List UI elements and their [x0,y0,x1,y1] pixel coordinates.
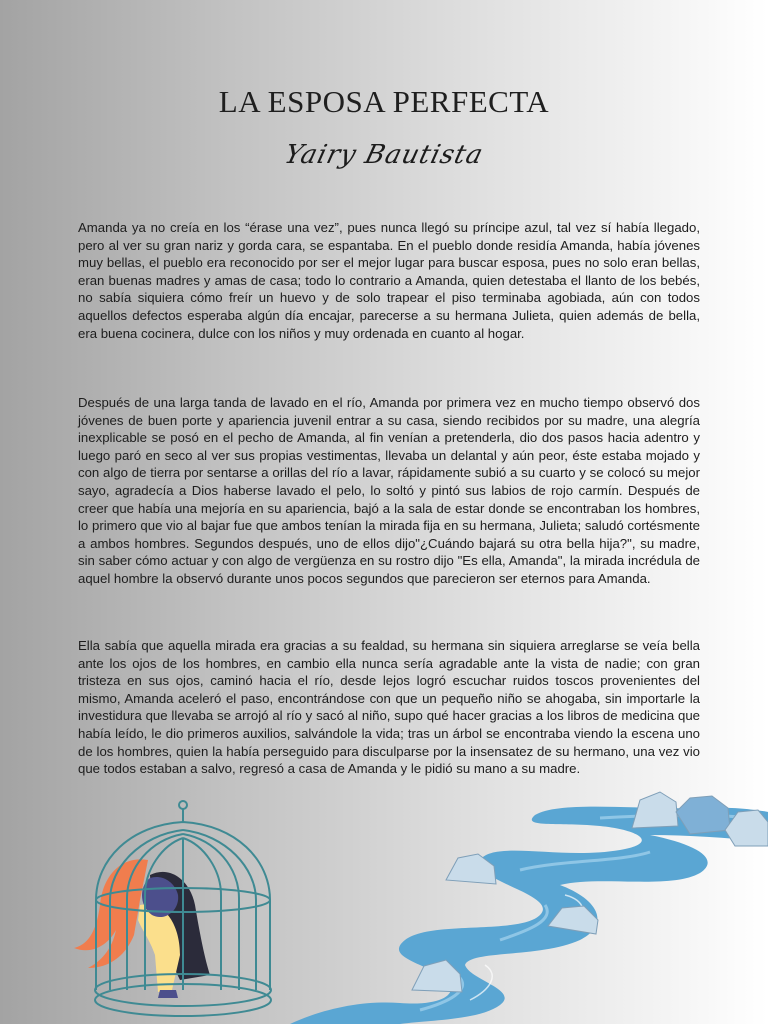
page-title: LA ESPOSA PERFECTA [218,84,550,119]
paragraph-1: Amanda ya no creía en los “érase una vez”, pues nunca llegó su príncipe azul, tal vez sí había llegado, pero al ver su gran nariz y gorda cara, se espantaba. En el pueblo donde residía Amanda, había jóvenes muy bellas, el pueblo era reconocido por ser el mejor lugar para buscar esposa, pues no solo eran bellas, eran buenas madres y amas de casa; todo lo contrario a Amanda, quien detestaba el llanto de los bebés, no sabía siquiera cómo freír un huevo y de solo trapear el piso terminaba agobiada, aún con todos aquellos defectos esperaba algún día encajar, parecerse a su hermana Julieta, quien además de bella, era buena cocinera, dulce con los niños y muy ordenada en cuanto al hogar. [78,220,700,341]
paragraph-3: Ella sabía que aquella mirada era gracias a su fealdad, su hermana sin siquiera arreglarse se veía bella ante los ojos de los hombres, en cambio ella nunca sería agradable ante la vista de nadie; con gran tristeza en sus ojos, caminó hacia el río, desde lejos logró escuchar ruidos toscos provenientes del mismo, Amanda aceleró el paso, encontrándose con que un pequeño niño se ahogaba, sin importarle la investidura que llevaba se arrojó al río y sacó al niño, supo qué hacer gracias a los libros de medicina que había leído, le dio primeros auxilios, salvándole la vida; tras un árbol se encontraba viendo la escena uno de los hombres, quien la había perseguido para disculparse por la insensatez de su hermano, una vez vio que todos estaban a salvo, regresó a casa de Amanda y le pidió su mano a su madre. [78,638,700,777]
rock-icon [412,792,768,992]
author-signature: Yairy Bautista [281,140,487,170]
river-icon [290,807,768,1024]
paragraph-2: Después de una larga tanda de lavado en el río, Amanda por primera vez en mucho tiempo observó dos jóvenes de buen porte y apariencia juvenil entrar a su casa, siendo recibidos por su madre, una alegría inexplicable se posó en el pecho de Amanda, al fin venían a pretenderla, dio dos pasos hacia adentro y luego paró en seco al ver sus propias vestimentas, llevaba un delantal y aún peor, éste estaba mojado y con algo de tierra por sentarse a orillas del río a lavar, rápidamente subió a su cuarto y se colocó su mejor sayo, agradecía a Dios haberse lavado el pelo, lo soltó y pintó sus labios de rojo carmín. Después de creer que había una mejoría en su apariencia, bajó a la sala de estar donde se encontraban los hombres, lo primero que vio al bajar fue que ambos tenían la mirada fija en su hermana, Julieta; saludó cortésmente a ambos hombres. Segundos después, uno de ellos dijo"¿Cuándo bajará su otra bella hija?", su madre, sin saber cómo actuar y con algo de vergüenza en su rostro dijo "Es ella, Amanda", la mirada incrédula de aquel hombre la observó durante unos pocos segundos que parecieron ser eternos para Amanda. [78,395,700,586]
birdcage-with-woman-icon [74,801,271,1016]
